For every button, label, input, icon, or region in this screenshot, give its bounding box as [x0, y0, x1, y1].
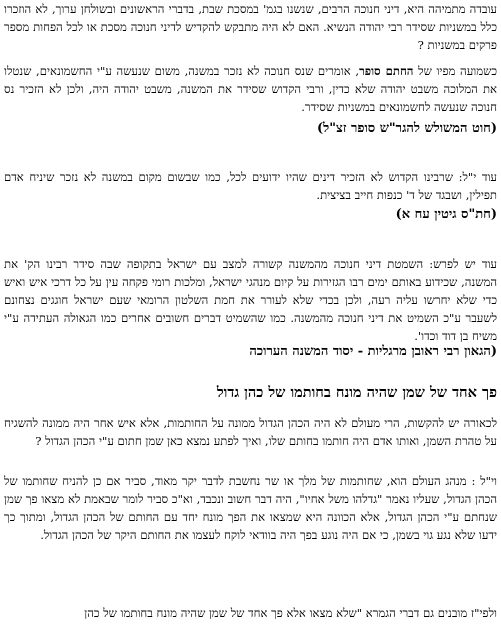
- paragraph-question: [4, 414, 497, 450]
- source-citation-3: [4, 343, 497, 361]
- paragraph-answer-text: וי"ל : מנהג העולם הוא, שחותמות של מלך או שר נחשבת לדבר יקר מאוד, סביר אם כן להניח שחותמו של הכהן הגדול, שעליו נאמר "גדלהו משל אחיו", היה דבר חשוב ונכבד, וא"כ סביר לומר שבאמת לא מצאו פך שמן שנחתם ע"י הכהן הגדול, אלא הכוונה היא שמצאו את הפך מונח יחד עם החותם של הכהן הגדול, ומתוך כך ידעו שלא נגע גוי בשמן, כי אם היה נוגע בפך היה בוודאי לוקח לעצמו את החותם היקר של הכהן הגדול.: [4, 474, 497, 542]
- source-citation-2-text: (חת"ס גיטין עח א): [395, 207, 497, 222]
- paragraph-chatam-sofer: [4, 62, 497, 116]
- paragraph-continuation: [4, 604, 497, 622]
- paragraph-rome: [4, 255, 497, 345]
- source-citation-2: [4, 206, 497, 224]
- document-page: [4, 0, 497, 624]
- paragraph-tefillin: [4, 168, 497, 204]
- paragraph-tefillin-text: עוד י"ל: שרבינו הקדוש לא הזכיר דינים שהיו ידועים לכל, כמו שבשום מקום במשנה לא נזכר שיניח אדם תפילין, ושבגד של ד' כנפות חייב בציצית.: [4, 170, 497, 202]
- paragraph-chatam-sofer-text: [4, 62, 497, 116]
- paragraph-answer: [4, 472, 497, 544]
- source-citation-1: [4, 120, 497, 138]
- bold-name: החתם סופר: [359, 64, 414, 78]
- text-segment: , אומרים שנס חנוכה לא נזכר במשנה, משום שנעשה ע"י החשמונאים, שנטלו את המלוכה משבט יהודה שלא כדין, ורבי הקדוש שסידר את המשנה, משבט יהודה היה, ולכן לא הזכיר נס חנוכה שנעשה לחשמונאים במשניות שסידר.: [4, 64, 497, 114]
- source-citation-3-text: (הגאון רבי ראובן מרגליות - יסוד המשנה הערוכה: [249, 344, 497, 359]
- paragraph-continuation-text: ולפי"ז מובנים גם דברי הגמרא "שלא מצאו אלא פך אחד של שמן שהיה מונח בחותמו של כהן: [84, 606, 497, 620]
- source-citation-1-text: (חוט המשולש להגר"ש סופר זצ"ל): [317, 121, 497, 136]
- section-heading-text: פך אחד של שמן שהיה מונח בחותמו של כהן גדול: [216, 384, 497, 401]
- text-segment: כשמועה מפיו של: [413, 64, 497, 78]
- paragraph-intro: [4, 0, 497, 54]
- paragraph-intro-text: עובדה מתמיהה היא, דיני חנוכה הרבים, שנשנו בגמ' במסכת שבת, בדברי הראשונים ובשולחן ערוך, לא הוזכרו כלל במשניות שסידר רבי יהודה הנשיא. האם לא היה מתבקש להקדיש לדיני חנוכה מסכת או לכל הפחות מספר פרקים במשניות ?: [4, 2, 497, 52]
- paragraph-rome-text: עוד יש לפרש: השמטת דיני חנוכה מהמשנה קשורה למצב עם ישראל בתקופה שבה סידר רבינו הק' את המשנה, שכידוע באותם ימים רבו הגזירות על קיום מנהגי ישראל, ומלכות רומי פקחה עין על כל דרכי איש ואיש כדי שלא יחרשו עליה רעה, ולכן בכדי שלא לעורר את חמת השלטון הרומאי שעם ישראל חוגגים נצחונם לשעבר ע"כ השמיט את דיני חנוכה מהמשנה. כמו שהשמיט דברים חשובים אחרים כמו הגאולה העתידה ע"י משיח בן דוד וכדו'.: [4, 257, 497, 343]
- section-heading: [4, 384, 497, 402]
- paragraph-question-text: לכאורה יש להקשות, הרי מעולם לא היה הכהן הגדול ממונה על החותמות, אלא איש אחר היה ממונה להשגיח על טהרת השמן, ואותו אדם היה חותמו בחותם שלו, ואיך לפתע נמצא כאן שמן חתום ע"י הכהן הגדול ?: [4, 416, 497, 448]
